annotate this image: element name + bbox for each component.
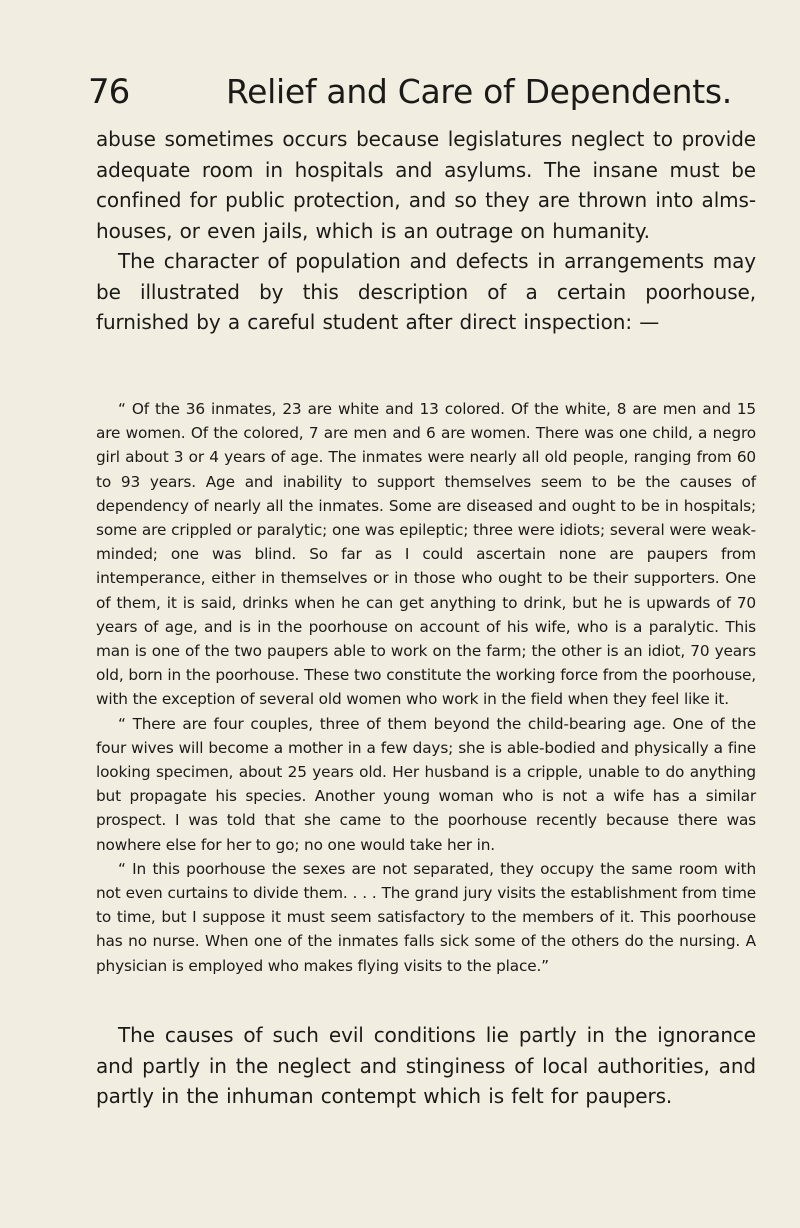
quote-paragraph-conditions: “ In this poorhouse the sexes are not separated, they occupy the same room with not even curtains to divide them. . . . The grand jury visits the establishment from time to time, but I suppose it must seem satisfactory to the members of it. This poorhouse has no nurse. When one of the inmates falls sick some of the others do the nursing. A physician is employed who makes flying visits to the place.” (96, 859, 756, 975)
page-header (88, 72, 740, 116)
paragraph-conclusion: The causes of such evil conditions lie partly in the ignorance and partly in the neglect and stinginess of local authorities, and partly in the inhuman contempt which is felt for paupers. (96, 1023, 756, 1108)
opening-text (96, 124, 756, 338)
page-number: 76 (88, 72, 130, 112)
quote-paragraph-inmates: “ Of the 36 inmates, 23 are white and 13 colored. Of the white, 8 are men and 15 are women. Of the colored, 7 are men and 6 are women. There was one child, a negro girl about 3 or 4 years of age. The inmates were nearly all old people, ranging from 60 to 93 years. Age and inability to support themselves seem to be the causes of dependency of nearly all the inmates. Some are diseased and ought to be in hospitals; some are crippled or paralytic; one was epileptic; three were idiots; several were weak-minded; one was blind. So far as I could ascertain none are paupers from intemperance, either in themselves or in those who ought to be their supporters. One of them, it is said, drinks when he can get anything to drink, but he is upwards of 70 years of age, and is in the poorhouse on account of his wife, who is a paralytic. This man is one of the two paupers able to work on the farm; the other is an idiot, 70 years old, born in the poorhouse. These two constitute the working force from the poorhouse, with the exception of several old women who work in the field when they feel like it. (96, 400, 756, 709)
paragraph-continuation: abuse sometimes occurs because legislatures neglect to provide adequate room in hospitals and asylums. The insane must be confined for public protection, and so they are thrown into alms-houses, or even jails, which is an outrage on humanity. (96, 127, 756, 243)
closing-text (96, 1020, 756, 1112)
running-title: Relief and Care of Dependents. (226, 72, 732, 111)
paragraph-intro-quote: The character of population and defects in arrangements may be illustrated by this description of a certain poorhouse, furnished by a careful student after direct inspection: — (96, 249, 756, 334)
block-quotation (96, 397, 756, 978)
quote-paragraph-couples: “ There are four couples, three of them beyond the child-bearing age. One of the four wives will become a mother in a few days; she is able-bodied and physically a fine looking specimen, about 25 years old. Her husband is a cripple, unable to do anything but propagate his species. Another young woman who is not a wife has a similar prospect. I was told that she came to the poorhouse recently because there was nowhere else for her to go; no one would take her in. (96, 714, 756, 854)
